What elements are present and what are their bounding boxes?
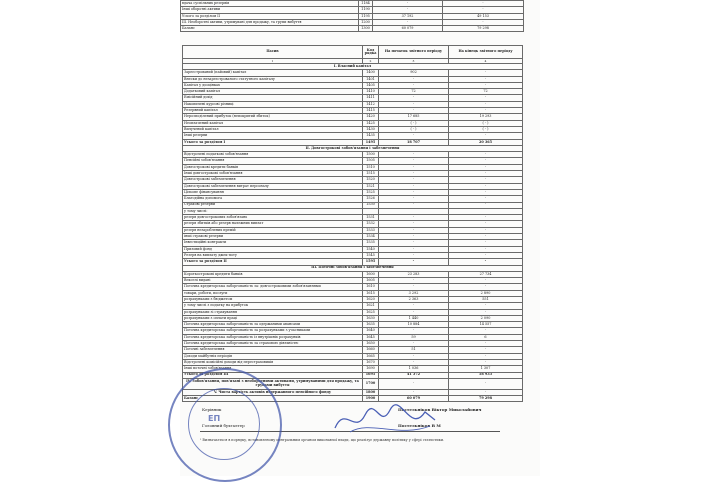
row-label: розрахунками з оплати праці [183, 315, 363, 321]
row-end-value: - [449, 234, 523, 240]
row-end-value: - [449, 389, 523, 395]
row-start-value: 902 [379, 70, 449, 76]
row-start-value: - [379, 284, 449, 290]
row-start-value: 72 [379, 89, 449, 95]
row-end-value: - [449, 177, 523, 183]
row-label: Інші довгострокові зобов'язання [183, 171, 363, 177]
section-title: V. Чиста вартість активів недержавного пенсійного фонду [183, 389, 363, 395]
row-code: 1630 [363, 315, 379, 321]
row-code: 1410 [363, 89, 379, 95]
row-label: Емісійний дохід [183, 95, 363, 101]
row-end-value: - [443, 19, 524, 25]
accountant-role: Головний бухгалтер [202, 423, 245, 428]
row-code: 1405 [363, 82, 379, 88]
row-label: Короткострокові кредити банків [183, 271, 363, 277]
row-code: 1695 [363, 372, 379, 378]
row-start-value: - [379, 108, 449, 114]
row-label: Інші резерви [183, 133, 363, 139]
col-number: 3 [379, 59, 449, 64]
row-end-value: 2 090 [449, 315, 523, 321]
row-start-value: - [379, 234, 449, 240]
row-end-value: - [449, 95, 523, 101]
row-end-value: 27 734 [449, 271, 523, 277]
row-label: у тому числі з податку на прибуток [183, 303, 363, 309]
row-start-value: 60 079 [373, 26, 443, 32]
row-code: 1900 [363, 396, 379, 402]
row-start-value: - [379, 133, 449, 139]
row-label: Поточна кредиторська заборгованість за одержаними авансами [183, 322, 363, 328]
row-label: Усього за розділом II [181, 13, 359, 19]
row-code: 1660 [363, 347, 379, 353]
row-start-value: - [379, 328, 449, 334]
row-start-value: 23 283 [379, 271, 449, 277]
row-end-value: ( - ) [449, 120, 523, 126]
row-label: у тому числі: [183, 208, 363, 214]
row-label: Інші оборотні активи [181, 7, 359, 13]
row-label: розрахунками зі страхування [183, 309, 363, 315]
row-end-value: - [443, 7, 524, 13]
row-code: 1525 [363, 189, 379, 195]
row-code: 1534 [363, 234, 379, 240]
row-code: 1625 [363, 309, 379, 315]
row-end-value: - [449, 133, 523, 139]
row-label: вдача суспільних резервів [181, 1, 359, 7]
row-start-value: - [379, 158, 449, 164]
row-label: Довгострокові забезпечення [183, 177, 363, 183]
row-start-value: 18 707 [379, 139, 449, 145]
row-end-value: - [449, 246, 523, 252]
row-code: 1635 [363, 322, 379, 328]
row-start-value: - [379, 240, 449, 246]
liabilities-table [182, 45, 523, 402]
row-end-value: 20 365 [449, 139, 523, 145]
row-start-value: - [379, 189, 449, 195]
row-label: Доходи майбутніх періодів [183, 353, 363, 359]
row-end-value: - [449, 196, 523, 202]
balance-sheet-page [180, 0, 540, 476]
row-code: 1526 [363, 196, 379, 202]
row-end-value: - [449, 108, 523, 114]
row-code: 1620 [363, 296, 379, 302]
row-start-value: - [379, 353, 449, 359]
row-code: 1435 [363, 133, 379, 139]
row-code: 1400 [363, 70, 379, 76]
row-end-value: - [449, 353, 523, 359]
row-code: 1500 [363, 152, 379, 158]
row-end-value: 14 557 [449, 322, 523, 328]
row-code: 1430 [363, 126, 379, 132]
section-title: III. Поточні зобов'язання і забезпечення [183, 265, 523, 271]
row-label: Страхові резерви [183, 202, 363, 208]
row-end-value: - [449, 183, 523, 189]
row-code: 1530 [363, 202, 379, 208]
row-start-value: - [379, 221, 449, 227]
row-code: 1505 [363, 158, 379, 164]
row-code: 1605 [363, 278, 379, 284]
signature-scribble [330, 400, 440, 440]
row-label: Вилучений капітал [183, 126, 363, 132]
row-label: розрахунками з бюджетом [183, 296, 363, 302]
row-start-value: 41 372 [379, 372, 449, 378]
row-start-value: - [379, 246, 449, 252]
row-label: Зареєстрований (пайовий) капітал [183, 70, 363, 76]
row-label: Усього за розділом I [183, 139, 363, 145]
row-end-value: - [449, 158, 523, 164]
balance-start-value: 60 079 [379, 396, 449, 402]
row-start-value: - [379, 215, 449, 221]
row-end-value: 79 298 [443, 26, 524, 32]
row-end-value: - [449, 378, 523, 389]
row-start-value: 37 192 [373, 13, 443, 19]
section-title: I. Власний капітал [183, 64, 523, 70]
row-end-value: - [449, 221, 523, 227]
row-end-value: 6 [449, 334, 523, 340]
row-start-value: - [379, 164, 449, 170]
row-code: 1670 [363, 359, 379, 365]
row-start-value: - [373, 19, 443, 25]
row-end-value: - [449, 347, 523, 353]
director-role: Керівник [202, 407, 222, 412]
row-end-value: 551 [449, 296, 523, 302]
row-code: 1510 [363, 164, 379, 170]
row-code: 1800 [363, 389, 379, 395]
row-start-value: ( - ) [379, 120, 449, 126]
row-start-value: - [379, 196, 449, 202]
row-label: Накопичені курсові різниці [183, 101, 363, 107]
col-header-code: Код рядка [363, 46, 379, 59]
row-end-value: - [449, 76, 523, 82]
row-label: Додатковий капітал [183, 89, 363, 95]
row-end-value: 19 293 [449, 114, 523, 120]
row-code: 1540 [363, 246, 379, 252]
row-label: III. Необоротні активи, утримувані для продажу, та групи вибуття [181, 19, 359, 25]
row-label: Цільове фінансування [183, 189, 363, 195]
row-start-value: - [379, 82, 449, 88]
row-start-value: - [379, 183, 449, 189]
row-label: Благодійна допомога [183, 196, 363, 202]
balance-label: Баланс [183, 396, 363, 402]
footnote: ¹ Визначається в порядку, встановленому центральним органом виконавчої влади, що реалізує державну політику у сфері статистики. [200, 438, 445, 442]
row-end-value: - [449, 70, 523, 76]
table-row [181, 26, 524, 32]
row-label: Призовий фонд [183, 246, 363, 252]
row-label: Поточна кредиторська заборгованість за страховою діяльністю [183, 341, 363, 347]
row-start-value: 17 685 [379, 114, 449, 120]
row-start-value: - [379, 359, 449, 365]
row-label: Поточна кредиторська заборгованість із внутрішніх розрахунків [183, 334, 363, 340]
row-label: Довгострокові забезпечення витрат персоналу [183, 183, 363, 189]
col-number: 1 [183, 59, 363, 64]
row-code: 1533 [363, 227, 379, 233]
row-start-value: 51 [379, 347, 449, 353]
row-start-value: - [379, 252, 449, 258]
row-code: 1300 [359, 26, 373, 32]
section-title: II. Довгострокові зобов'язання і забезпечення [183, 145, 523, 151]
row-end-value: - [449, 359, 523, 365]
section-title: IV. Зобов'язання, пов'язані з необоротними активами, утримуваними для продажу, та групами вибуття [183, 378, 363, 389]
row-start-value: 3 292 [379, 290, 449, 296]
row-end-value: - [449, 328, 523, 334]
row-end-value: - [449, 189, 523, 195]
row-label: Внески до незареєстрованого статутного капіталу [183, 76, 363, 82]
row-code: 1425 [363, 120, 379, 126]
row-start-value: - [373, 1, 443, 7]
row-end-value: 49 153 [443, 13, 524, 19]
row-start-value: - [379, 341, 449, 347]
row-start-value: - [379, 378, 449, 389]
row-end-value: - [449, 341, 523, 347]
row-end-value: - [449, 82, 523, 88]
row-label: Неоплачений капітал [183, 120, 363, 126]
row-code: 1520 [363, 177, 379, 183]
row-code: 1690 [363, 366, 379, 372]
row-label: Відстрочені податкові зобов'язання [183, 152, 363, 158]
row-label: Поточні забезпечення [183, 347, 363, 353]
row-end-value: - [449, 240, 523, 246]
row-start-value: - [379, 171, 449, 177]
row-label: резерв довгострокових зобов'язань [183, 215, 363, 221]
col-number: 4 [449, 59, 523, 64]
row-label: товари, роботи, послуги [183, 290, 363, 296]
row-start-value: - [379, 309, 449, 315]
row-code: 1640 [363, 328, 379, 334]
row-end-value: - [449, 152, 523, 158]
row-end-value: - [449, 171, 523, 177]
row-start-value: 59 [379, 334, 449, 340]
row-start-value: - [379, 389, 449, 395]
row-start-value: - [379, 152, 449, 158]
row-start-value: - [379, 95, 449, 101]
row-start-value: - [379, 101, 449, 107]
row-code: 1545 [363, 252, 379, 258]
row-label: Інвестиційні контракти [183, 240, 363, 246]
col-number: 2 [363, 59, 379, 64]
row-code: 1200 [359, 19, 373, 25]
row-label: Усього за розділом II [183, 259, 363, 265]
row-start-value: - [379, 303, 449, 309]
row-label: резерв незароблених премій [183, 227, 363, 233]
row-end-value: - [449, 101, 523, 107]
row-label: Поточна кредиторська заборгованість за розрахунками з учасниками [183, 328, 363, 334]
row-code: 1610 [363, 284, 379, 290]
row-label: Усього за розділом III [183, 372, 363, 378]
assets-tail-table [180, 0, 524, 32]
row-start-value: - [379, 259, 449, 265]
row-label: Капітал у дооцінках [183, 82, 363, 88]
row-code: 1190 [359, 7, 373, 13]
row-code: 1600 [363, 271, 379, 277]
row-start-value: - [373, 7, 443, 13]
row-end-value: 72 [449, 89, 523, 95]
row-end-value: - [449, 309, 523, 315]
row-code: 1615 [363, 290, 379, 296]
row-code: 1415 [363, 108, 379, 114]
col-header-end: На кінець звітного періоду [449, 46, 523, 59]
row-code: 1412 [363, 101, 379, 107]
row-end-value: - [449, 284, 523, 290]
row-start-value: ( - ) [379, 126, 449, 132]
row-code: 1420 [363, 114, 379, 120]
row-label: Поточна кредиторська заборгованість за: довгостроковими зобов'язаннями [183, 284, 363, 290]
row-end-value: 2 890 [449, 290, 523, 296]
row-start-value: - [379, 202, 449, 208]
row-start-value: 2 363 [379, 296, 449, 302]
row-label: Резервний капітал [183, 108, 363, 114]
row-label: Пенсійні зобов'язання [183, 158, 363, 164]
row-label: резерв збитків або резерв належних виплат [183, 221, 363, 227]
row-code: 1531 [363, 215, 379, 221]
col-header-liabilities: Пасив [183, 46, 363, 59]
row-label: Векселі видані [183, 278, 363, 284]
row-end-value: ( - ) [449, 126, 523, 132]
row-start-value: 1 440 [379, 315, 449, 321]
row-start-value: - [379, 177, 449, 183]
row-label: інші страхові резерви [183, 234, 363, 240]
row-start-value: - [379, 227, 449, 233]
row-label: Нерозподілений прибуток (непокритий збиток) [183, 114, 363, 120]
row-code: 1515 [363, 171, 379, 177]
row-label: Інші поточні зобов'язання [183, 366, 363, 372]
row-code: 1645 [363, 334, 379, 340]
row-code: 1595 [363, 259, 379, 265]
row-start-value: - [379, 278, 449, 284]
row-code: 1665 [363, 353, 379, 359]
electronic-seal-stamp: ЕП [168, 368, 282, 482]
row-end-value: - [449, 259, 523, 265]
row-label: Резерв на виплату джек-поту [183, 252, 363, 258]
row-start-value: 10 884 [379, 322, 449, 328]
row-start-value: 1 036 [379, 366, 449, 372]
row-code: 1535 [363, 240, 379, 246]
row-end-value: - [449, 227, 523, 233]
row-code: 1650 [363, 341, 379, 347]
row-end-value: 1 307 [449, 366, 523, 372]
row-label: Баланс [181, 26, 359, 32]
row-label: Відстрочені комісійні доходи від перестраховиків [183, 359, 363, 365]
row-code: 1411 [363, 95, 379, 101]
row-code: 1184 [359, 1, 373, 7]
row-end-value: - [449, 202, 523, 208]
row-end-value: - [449, 303, 523, 309]
row-end-value: - [449, 164, 523, 170]
row-end-value: - [443, 1, 524, 7]
row-code: 1700 [363, 378, 379, 389]
director-name: Постельніков Віктор Миколайович [398, 407, 482, 412]
row-start-value: - [379, 76, 449, 82]
row-label: Довгострокові кредити банків [183, 164, 363, 170]
row-code: 1521 [363, 183, 379, 189]
row-code: 1621 [363, 303, 379, 309]
row-end-value: - [449, 215, 523, 221]
row-code: 1532 [363, 221, 379, 227]
accountant-name: Постельніков В М [398, 423, 441, 428]
row-end-value: - [449, 252, 523, 258]
row-code: 1401 [363, 76, 379, 82]
row-code: 1195 [359, 13, 373, 19]
row-end-value: 58 933 [449, 372, 523, 378]
col-header-start: На початок звітного періоду [379, 46, 449, 59]
row-end-value: - [449, 278, 523, 284]
balance-end-value: 79 298 [449, 396, 523, 402]
row-code: 1495 [363, 139, 379, 145]
